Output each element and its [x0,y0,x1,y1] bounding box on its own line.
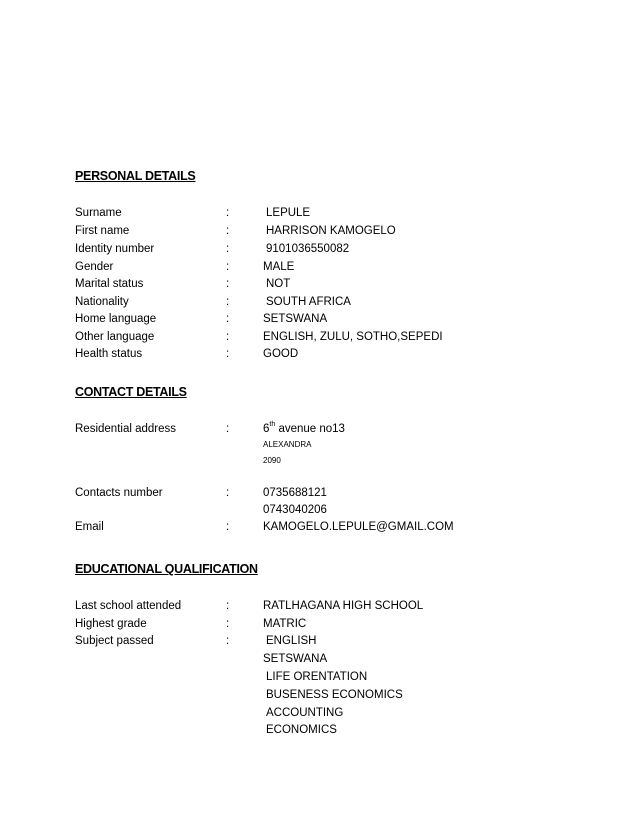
last-school-label: Last school attended [75,600,182,612]
gender-row [0,261,638,277]
other-language-value: ENGLISH, ZULU, SOTHO,SEPEDI [263,331,443,343]
separator: : [226,521,230,533]
separator: : [226,487,230,499]
nationality-value: SOUTH AFRICA [266,296,351,308]
first-name-label: First name [75,225,130,237]
residential-address-label: Residential address [75,423,177,435]
address-street: avenue no13 [275,423,345,435]
identity-number-label: Identity number [75,243,155,255]
email-label: Email [75,521,104,533]
home-language-label: Home language [75,313,157,325]
phone-number-2: 0743040206 [263,504,327,516]
address-number: 6 [263,423,270,435]
first-name-row [0,225,638,241]
phone-number-1: 0735688121 [263,487,327,499]
separator: : [226,423,230,435]
separator: : [226,225,230,237]
health-status-value: GOOD [263,348,299,360]
separator: : [226,296,230,308]
surname-value: LEPULE [266,207,311,219]
subject-item: ACCOUNTING [266,707,344,719]
separator: : [226,278,230,290]
residential-address-row [0,423,638,439]
subject-row [0,671,638,687]
separator: : [226,261,230,273]
contact-details-heading: CONTACT DETAILS [75,385,187,399]
separator: : [226,635,230,647]
marital-status-label: Marital status [75,278,144,290]
identity-number-value: 9101036550082 [266,243,350,255]
other-language-row [0,331,638,347]
highest-grade-value: MATRIC [263,618,307,630]
address-suburb: ALEXANDRA [263,440,312,449]
last-school-value: RATLHAGANA HIGH SCHOOL [263,600,424,612]
last-school-row [0,600,638,616]
identity-number-row [0,243,638,259]
address-suffix: th [269,421,276,428]
subject-item: ENGLISH [266,635,317,647]
separator: : [226,331,230,343]
educational-qualification-heading: EDUCATIONAL QUALIFICATION [75,562,258,576]
separator: : [226,600,230,612]
contacts-number-label: Contacts number [75,487,163,499]
subject-row [0,653,638,669]
highest-grade-label: Highest grade [75,618,147,630]
address-line-row [0,440,638,456]
email-value: KAMOGELO.LEPULE@GMAIL.COM [263,521,454,533]
nationality-label: Nationality [75,296,129,308]
address-line-row [0,456,638,472]
home-language-value: SETSWANA [263,313,328,325]
nationality-row [0,296,638,312]
address-postal-code: 2090 [263,456,281,465]
gender-label: Gender [75,261,114,273]
subject-item: BUSENESS ECONOMICS [266,689,403,701]
contacts-number-row-2 [0,504,638,520]
subject-passed-row [0,635,638,651]
marital-status-row [0,278,638,294]
marital-status-value: NOT [266,278,291,290]
subject-item: ECONOMICS [266,724,337,736]
separator: : [226,243,230,255]
highest-grade-row [0,618,638,634]
home-language-row [0,313,638,329]
email-row [0,521,638,537]
surname-row [0,207,638,223]
first-name-value: HARRISON KAMOGELO [266,225,396,237]
separator: : [226,207,230,219]
subject-row [0,724,638,740]
subject-item: LIFE ORENTATION [266,671,368,683]
subject-passed-label: Subject passed [75,635,154,647]
gender-value: MALE [263,261,295,273]
subject-row [0,707,638,723]
surname-label: Surname [75,207,122,219]
contacts-number-row [0,487,638,503]
separator: : [226,348,230,360]
residential-address-value [263,423,345,435]
other-language-label: Other language [75,331,155,343]
personal-details-heading: PERSONAL DETAILS [75,169,196,183]
separator: : [226,313,230,325]
health-status-row [0,348,638,364]
subject-item: SETSWANA [263,653,328,665]
subject-row [0,689,638,705]
health-status-label: Health status [75,348,143,360]
separator: : [226,618,230,630]
